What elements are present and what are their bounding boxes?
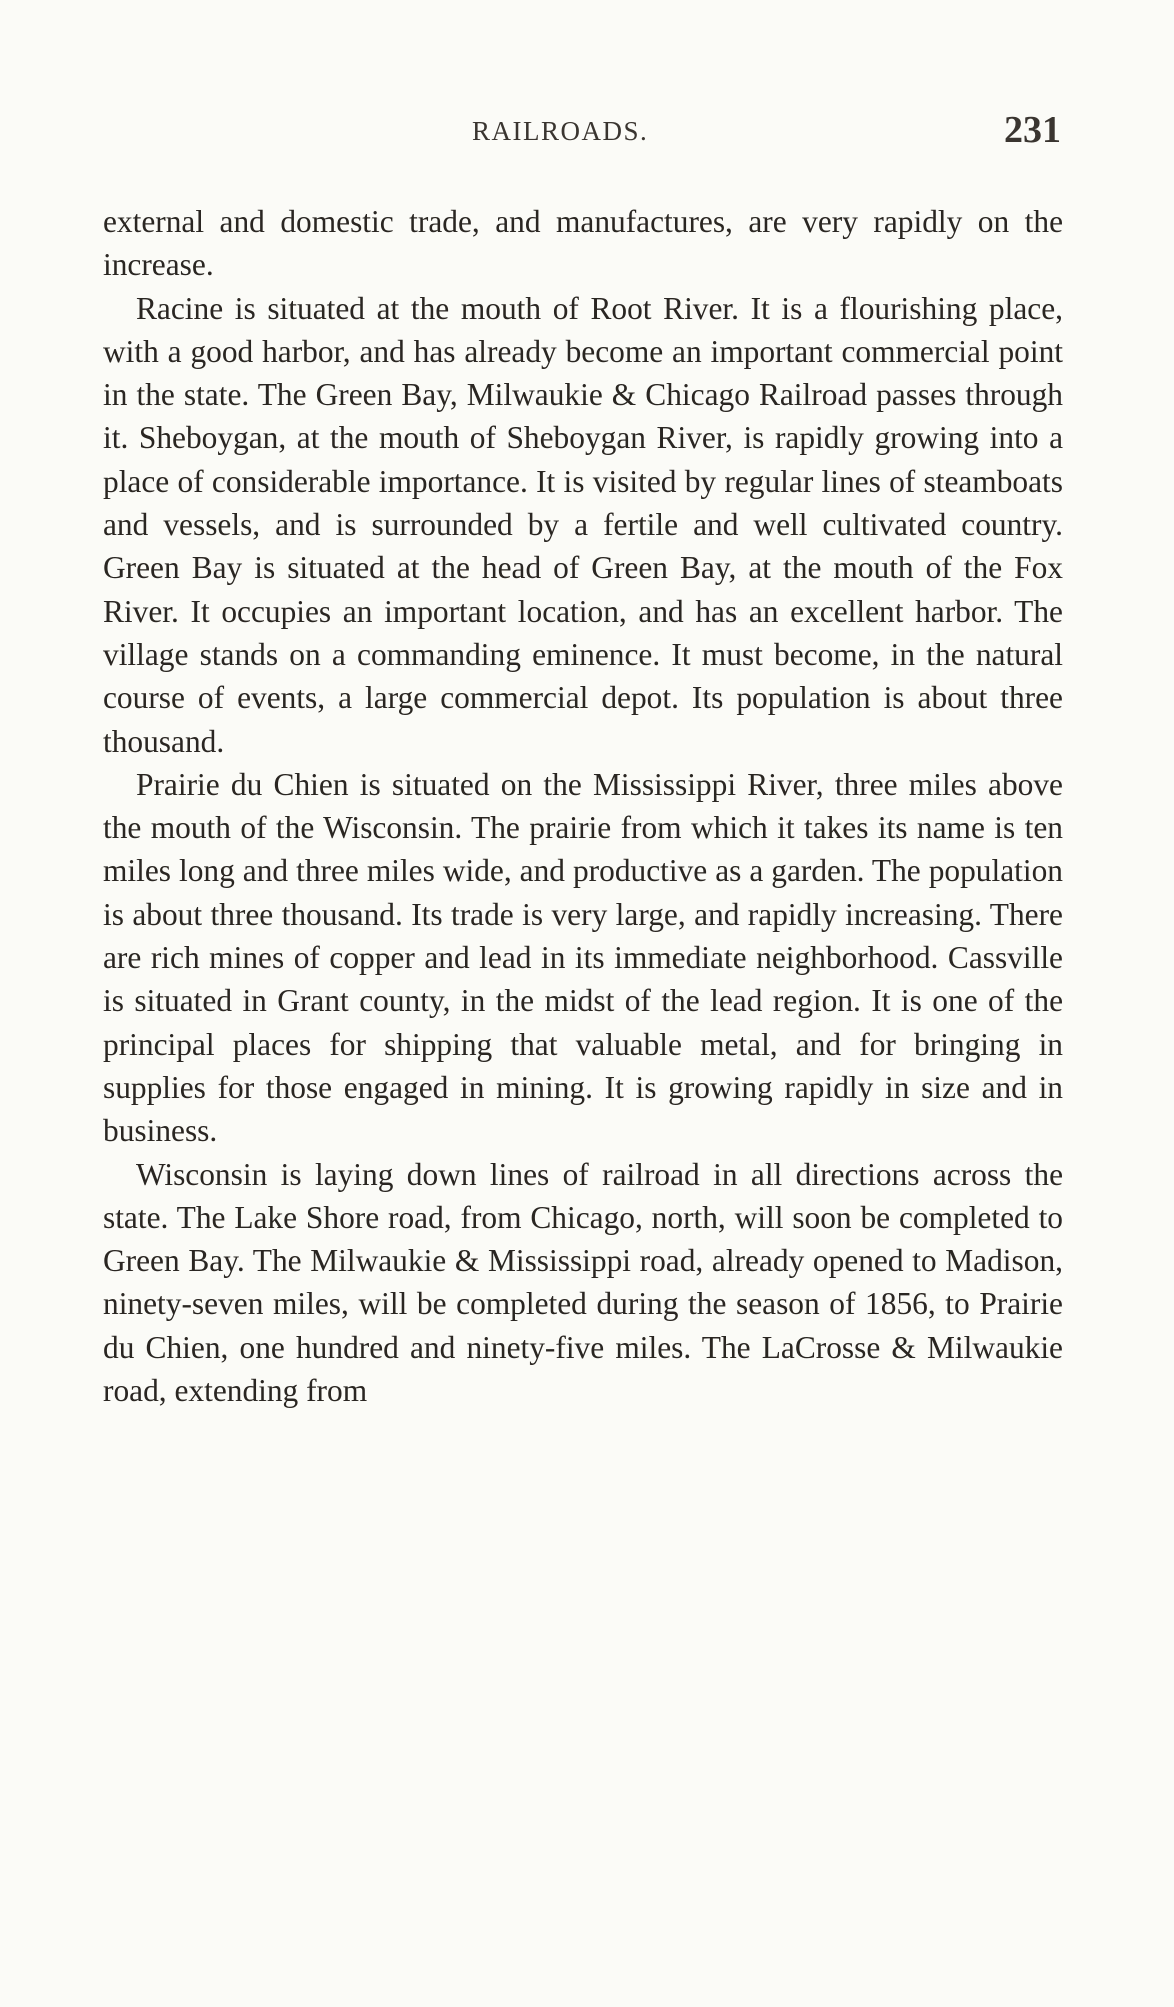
- body-text: [103, 200, 1063, 1412]
- paragraph-railroads: Wisconsin is laying down lines of railroad in all directions across the state. The Lake Shore road, from Chicago, north, will soon be completed to Green Bay. The Milwaukie & Mississippi road, already opened to Madison, ninety-seven miles, will be completed during the season of 1856, to Prairie du Chien, one hundred and ninety-five miles. The LaCrosse & Milwaukie road, extending from: [103, 1156, 1063, 1409]
- paragraph-prairie-du-chien: Prairie du Chien is situated on the Mississippi River, three miles above the mouth of the Wisconsin. The prairie from which it takes its name is ten miles long and three miles wide, and productive as a garden. The population is about three thousand. Its trade is very large, and rapidly increasing. There are rich mines of copper and lead in its immediate neighborhood. Cassville is situated in Grant county, in the midst of the lead region. It is one of the principal places for shipping that valuable metal, and for bringing in supplies for those engaged in mining. It is growing rapidly in size and in business.: [103, 766, 1063, 1149]
- running-head: RAILROADS.: [472, 116, 649, 146]
- paragraph-continuation: external and domestic trade, and manufactures, are very rapidly on the increase.: [103, 204, 1063, 283]
- paragraph-racine: Racine is situated at the mouth of Root River. It is a flourishing place, with a good harbor, and has already become an important commercial point in the state. The Green Bay, Milwaukie & Chicago Railroad passes through it. Sheboygan, at the mouth of Sheboygan River, is rapidly growing into a place of considerable importance. It is visited by regular lines of steamboats and vessels, and is surrounded by a fertile and well cultivated country. Green Bay is situated at the head of Green Bay, at the mouth of the Fox River. It occupies an important location, and has an excellent harbor. The village stands on a commanding eminence. It must become, in the natural course of events, a large commercial depot. Its population is about three thousand.: [103, 290, 1063, 759]
- page-number: 231: [1004, 109, 1061, 151]
